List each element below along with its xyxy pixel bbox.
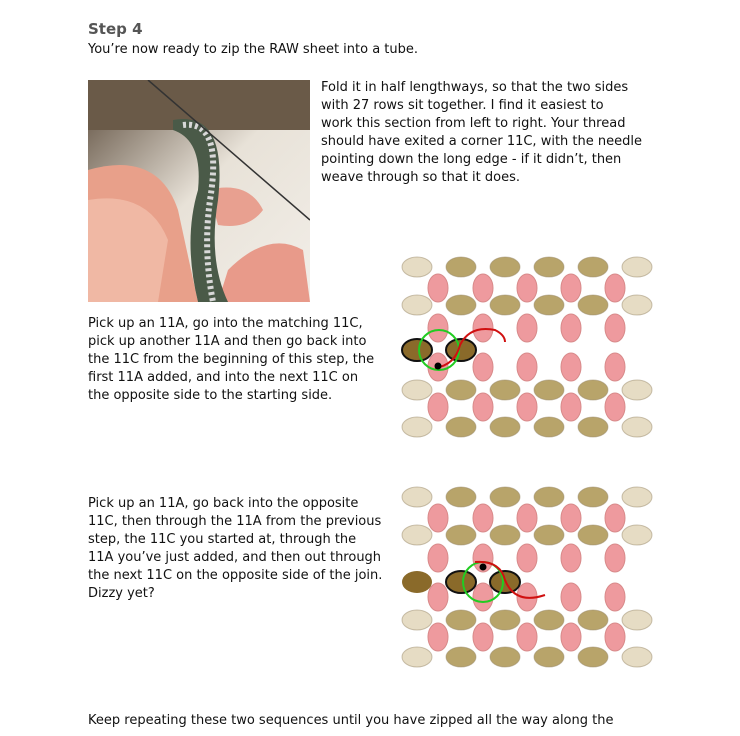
bead-11c (446, 610, 476, 630)
bead-11c (578, 647, 608, 667)
bead-11c (402, 257, 432, 277)
bead-11c (578, 257, 608, 277)
bead-11a (605, 314, 625, 342)
bead-11a (473, 353, 493, 381)
bead-11c (490, 295, 520, 315)
bead-11c (446, 525, 476, 545)
bead-11a (605, 583, 625, 611)
intro-text: You’re now ready to zip the RAW sheet into a tube. (88, 42, 419, 57)
bead-11a (473, 274, 493, 302)
bead-11c (578, 417, 608, 437)
bead-11c (534, 295, 564, 315)
bead-11c (402, 417, 432, 437)
bead-11a (517, 504, 537, 532)
step-title: Step 4 (88, 20, 143, 38)
bead-11a (605, 393, 625, 421)
bead-11a (561, 544, 581, 572)
bead-11a (605, 353, 625, 381)
bead-11a (428, 274, 448, 302)
bead-11c (490, 257, 520, 277)
bead-11c (622, 525, 652, 545)
bead-11a (517, 274, 537, 302)
beadwork-photo (88, 80, 310, 302)
bead-11c (490, 525, 520, 545)
bead-11c-highlighted (402, 339, 432, 361)
bead-11c (578, 525, 608, 545)
bead-11a (605, 504, 625, 532)
bead-11c (622, 610, 652, 630)
bead-11c (622, 380, 652, 400)
bead-11c (578, 295, 608, 315)
bead-11a (428, 583, 448, 611)
bead-11c (578, 610, 608, 630)
bead-11c (622, 257, 652, 277)
bead-11c (402, 610, 432, 630)
bead-11c (534, 610, 564, 630)
bead-11c (446, 295, 476, 315)
bead-11a (561, 314, 581, 342)
bead-11c (534, 487, 564, 507)
bead-11a (561, 623, 581, 651)
bead-11c (622, 417, 652, 437)
bead-11c (402, 571, 432, 593)
bead-11a (561, 583, 581, 611)
bead-11c (534, 380, 564, 400)
fold-instructions: Fold it in half lengthways, so that the two sides with 27 rows sit together. I find it easiest to work this section from left to right. Your thread should have exited a corner 11C, with the needle pointing down the long edge - if it didn’t, then weave through so that it does. (321, 80, 642, 185)
bead-11a (428, 544, 448, 572)
bead-11a (428, 504, 448, 532)
bead-11a (473, 314, 493, 342)
bead-11c (402, 647, 432, 667)
bead-11c (402, 487, 432, 507)
bead-11c (446, 257, 476, 277)
bead-11a (561, 353, 581, 381)
instruction-2: Pick up an 11A, go back into the opposite 11C, then through the 11A from the previous step, the 11C you started at, through the 11A you’ve just added, and then out through the next 11C on the opposite side of the join. Dizzy yet? (88, 496, 383, 601)
bead-11a (473, 504, 493, 532)
bead-11a (517, 623, 537, 651)
closing-text: Keep repeating these two sequences until you have zipped all the way along the (88, 713, 614, 728)
bead-11c (446, 487, 476, 507)
bead-11a (517, 314, 537, 342)
bead-11a (561, 393, 581, 421)
bead-11a (428, 393, 448, 421)
bead-diagram-1 (395, 250, 665, 450)
bead-11c (534, 417, 564, 437)
bead-11c (622, 647, 652, 667)
bead-11a (473, 623, 493, 651)
bead-11c (622, 487, 652, 507)
needle-dot (480, 564, 487, 571)
bead-11c (622, 295, 652, 315)
bead-11c (446, 647, 476, 667)
bead-11a (473, 393, 493, 421)
bead-11c (402, 380, 432, 400)
bead-11c (490, 487, 520, 507)
bead-11c (578, 380, 608, 400)
bead-11c (490, 417, 520, 437)
bead-11a (428, 623, 448, 651)
bead-diagram-2 (395, 480, 665, 680)
bead-11a (517, 353, 537, 381)
bead-11c (578, 487, 608, 507)
bead-11a (517, 393, 537, 421)
bead-11a (561, 504, 581, 532)
bead-11a (605, 274, 625, 302)
bead-11a (517, 544, 537, 572)
needle-dot (435, 363, 442, 370)
bead-11a (605, 544, 625, 572)
bead-11c (534, 525, 564, 545)
bead-11a (561, 274, 581, 302)
bead-11c (490, 380, 520, 400)
bead-11a (473, 583, 493, 611)
bead-11c (446, 380, 476, 400)
bead-11c (402, 295, 432, 315)
bead-11c (490, 610, 520, 630)
bead-11c (534, 257, 564, 277)
bead-11c (446, 417, 476, 437)
bead-11a (428, 314, 448, 342)
bead-11a (605, 623, 625, 651)
bead-11c (402, 525, 432, 545)
instruction-1: Pick up an 11A, go into the matching 11C, pick up another 11A and then go back into the 11C from the beginning of this step, the first 11A added, and into the next 11C on the opposite side to the starting side. (88, 316, 375, 403)
bead-11c-highlighted (446, 571, 476, 593)
bead-11c (534, 647, 564, 667)
bead-11c (490, 647, 520, 667)
